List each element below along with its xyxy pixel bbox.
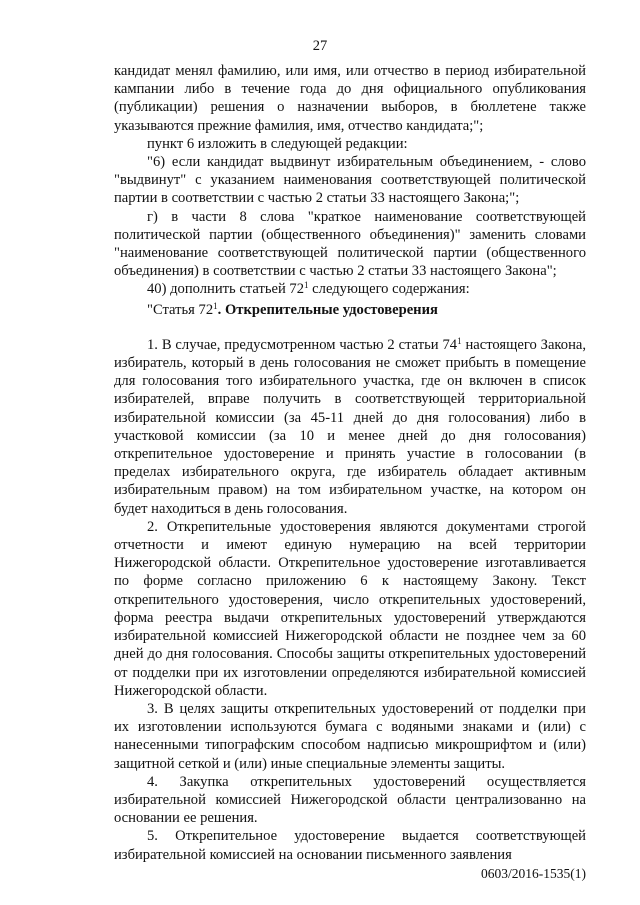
article-heading bbox=[114, 301, 586, 319]
section-1-text-a: 1. В случае, предусмотренном частью 2 статьи 74 bbox=[147, 336, 458, 353]
document-body bbox=[114, 62, 586, 864]
section-1-text-b: настоящего Закона, избиратель, который в день голосования не сможет прибыть в помещение для голосования того избирательного участка, где он включен в список избирателей, вправе получить в соответствующей территориальной избирательной комиссии (за 45-11 дней до дня голосования) либо в участковой комиссии (за 10 и менее дней до дня голосования) открепительное удостоверение и принять участие в голосовании (в пределах избирательного округа, где избиратель обладает активным избирательным правом) на том избирательном участке, на котором он будет находиться в день голосования. bbox=[114, 336, 587, 517]
page-number: 27 bbox=[312, 38, 328, 54]
section-3: 3. В целях защиты открепительных удостоверений от подделки при их изготовлении используются бумага с водяными знаками и (или) с нанесенными типографским способом надписью микрошрифтом и (или) защитной сеткой и (или) иные специальные элементы защиты. bbox=[114, 700, 586, 772]
section-2: 2. Открепительные удостоверения являются документами строгой отчетности и имеют единую нумерацию на всей территории Нижегородской области. Открепительное удостоверение изготавливается по форме согласно приложению 6 к настоящему Закону. Текст открепительного удостоверения, число открепительных удостоверений, форма реестра выдачи открепительных удостоверений утверждаются избирательной комиссией Нижегородской области не позднее чем за 60 дней до дня голосования. Способы защиты открепительных удостоверений от подделки при их изготовлении определяются избирательной комиссией Нижегородской области. bbox=[114, 518, 586, 699]
section-1 bbox=[114, 336, 586, 518]
paragraph-subitem-g: г) в части 8 слова "краткое наименование соответствующей политической партии (общественного объединения)" заменить словами "наименование соответствующей политической партии (общественного объединения) в соответствии с частью 2 статьи 33 настоящего Закона"; bbox=[114, 208, 586, 280]
paragraph-item6-text: "6) если кандидат выдвинут избирательным объединением, - слово "выдвинут" с указанием наименования соответствующей политической партии в соответствии с частью 2 статьи 33 настоящего Закона;"; bbox=[114, 154, 586, 207]
article-heading-superscript: 1 bbox=[213, 300, 218, 311]
article-heading-prefix: "Статья 72 bbox=[147, 301, 214, 318]
item40-text-a: 40) дополнить статьей 72 bbox=[147, 281, 305, 298]
document-code-footer: 0603/2016-1535(1) bbox=[481, 866, 586, 881]
section-4: 4. Закупка открепительных удостоверений осуществляется избирательной комиссией Нижегородской области централизованно на основании ее решения. bbox=[114, 773, 586, 827]
article-heading-title: . Открепительные удостоверения bbox=[217, 301, 438, 318]
section-1-superscript: 1 bbox=[457, 335, 462, 346]
item40-superscript: 1 bbox=[304, 280, 309, 291]
item40-text-b: следующего содержания: bbox=[308, 281, 470, 298]
paragraph-continuation: кандидат менял фамилию, или имя, или отчество в период избирательной кампании либо в течение года до дня официального опубликования (публикации) решения о назначении выборов, в бюллетене также указываются прежние фамилия, имя, отчество кандидата;"; bbox=[114, 63, 586, 134]
section-5: 5. Открепительное удостоверение выдается соответствующей избирательной комиссией на основании письменного заявления bbox=[114, 828, 586, 863]
paragraph-item40 bbox=[114, 280, 586, 298]
paragraph-item6-intro: пункт 6 изложить в следующей редакции: bbox=[147, 135, 408, 152]
